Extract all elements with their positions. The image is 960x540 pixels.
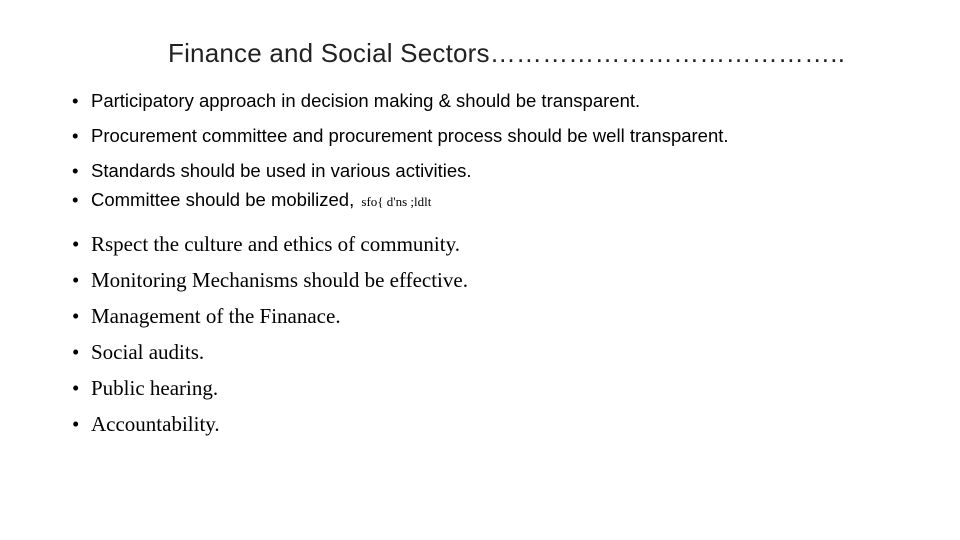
bullet-icon: • bbox=[72, 160, 79, 181]
bullet-icon: • bbox=[72, 90, 79, 111]
list-item-text: Accountability. bbox=[91, 412, 220, 436]
list-item-suffix-text: sfo{ d'ns ;ldlt bbox=[361, 194, 432, 209]
slide-title: Finance and Social Sectors………………………………….. bbox=[168, 38, 846, 68]
list-item bbox=[72, 300, 468, 336]
bullet-icon: • bbox=[72, 376, 80, 400]
list-item-text: Management of the Finanace. bbox=[91, 304, 341, 328]
list-item-text: Procurement committee and procurement process should be well transparent. bbox=[91, 125, 729, 146]
bullet-icon: • bbox=[72, 125, 79, 146]
list-item-text: Social audits. bbox=[91, 340, 205, 364]
list-item bbox=[72, 121, 729, 156]
bullet-icon: • bbox=[72, 304, 80, 328]
list-item bbox=[72, 336, 468, 372]
list-item bbox=[72, 408, 468, 444]
bullet-icon: • bbox=[72, 412, 80, 436]
list-item-text: Monitoring Mechanisms should be effective. bbox=[91, 268, 468, 292]
bullet-icon: • bbox=[72, 268, 80, 292]
list-item bbox=[72, 86, 729, 121]
list-item bbox=[72, 228, 468, 264]
bullet-icon: • bbox=[72, 340, 80, 364]
list-item-text: Public hearing. bbox=[91, 376, 219, 400]
bullet-list-primary bbox=[72, 86, 729, 220]
bullet-icon: • bbox=[72, 189, 79, 210]
bullet-list-secondary bbox=[72, 228, 468, 444]
list-item bbox=[72, 264, 468, 300]
list-item-text: Participatory approach in decision making & should be transparent. bbox=[91, 90, 641, 111]
list-item bbox=[72, 372, 468, 408]
list-item bbox=[72, 185, 729, 220]
list-item-text: Rspect the culture and ethics of community. bbox=[91, 232, 460, 256]
list-item-text: Standards should be used in various activities. bbox=[91, 160, 472, 181]
bullet-icon: • bbox=[72, 232, 80, 256]
list-item bbox=[72, 156, 729, 185]
list-item-text: Committee should be mobilized, bbox=[91, 189, 355, 210]
